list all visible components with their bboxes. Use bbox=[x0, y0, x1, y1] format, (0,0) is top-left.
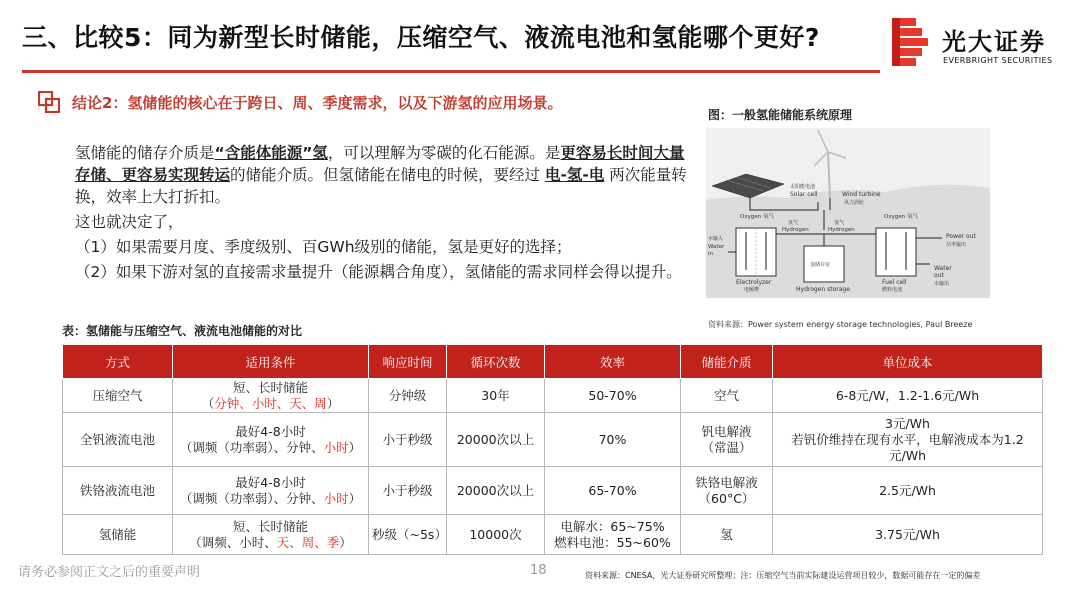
conditions-highlight: 分钟、小时、天、周 bbox=[214, 395, 327, 411]
conditions-text: （调频（功率弱）、分钟、 bbox=[179, 490, 324, 506]
cell-response-time: 分钟级 bbox=[369, 379, 447, 413]
body-text-segment: ，可以理解为零碳的化石能源。是 bbox=[327, 144, 561, 162]
page-number: 18 bbox=[530, 563, 547, 578]
body-text-segment: 两次能量转换，效率上大打折扣。 bbox=[75, 166, 687, 206]
body-paragraph-3: （1）如果需要月度、季度级别、百GWh级别的储能，氢是更好的选择； bbox=[75, 238, 572, 256]
emphasis-conversion: 电-氢-电 bbox=[544, 166, 605, 184]
oxygen-left-label: Oxygen 氧气 bbox=[740, 214, 774, 220]
cell-cycles: 30年 bbox=[447, 379, 545, 413]
table-source: 资料来源：CNESA，光大证券研究所整理；注：压缩空气当前实际建设运营项目较少，数据可能存在一定的偏差 bbox=[585, 571, 981, 580]
hydrogen-left-en: Hydrogen bbox=[782, 227, 809, 233]
electrolyzer-label-en: Electrolyzer bbox=[736, 279, 772, 286]
power-out-en: Power out bbox=[946, 233, 976, 240]
storage-label-en: Hydrogen storage bbox=[796, 286, 850, 293]
cell-unit-cost: 2.5元/Wh bbox=[773, 467, 1043, 515]
storage-label-cn: 氢储存室 bbox=[810, 262, 831, 268]
cell-conditions bbox=[173, 467, 369, 515]
cell-method: 全钒液流电池 bbox=[63, 413, 173, 467]
cell-conditions bbox=[173, 379, 369, 413]
water-out-en-1: Water bbox=[934, 265, 952, 272]
table-row bbox=[63, 413, 1043, 467]
header-response-time: 响应时间 bbox=[369, 345, 447, 379]
efficiency-line-1: 电解水：65~75% bbox=[560, 518, 665, 534]
cell-response-time: 秒级（~5s） bbox=[369, 515, 447, 555]
cell-efficiency: 70% bbox=[545, 413, 681, 467]
header-unit-cost: 单位成本 bbox=[773, 345, 1043, 379]
cell-unit-cost: 6-8元/W，1.2-1.6元/Wh bbox=[773, 379, 1043, 413]
header-method: 方式 bbox=[63, 345, 173, 379]
disclaimer-note: 请务必参阅正文之后的重要声明 bbox=[18, 565, 201, 580]
cell-conditions bbox=[173, 515, 369, 555]
water-out-en-2: out bbox=[934, 272, 944, 279]
conditions-line-2 bbox=[176, 396, 365, 412]
conditions-line-1: 短、长时储能 bbox=[232, 379, 308, 395]
conditions-line-2 bbox=[176, 491, 365, 507]
solar-label-en: Solar cell bbox=[790, 191, 818, 198]
cell-cycles: 20000次以上 bbox=[447, 467, 545, 515]
water-in-cn: 水输入 bbox=[708, 236, 724, 242]
medium-line-2: （60°C） bbox=[698, 490, 755, 506]
water-in-en-2: in bbox=[708, 251, 714, 257]
hydrogen-right-en: Hydrogen bbox=[828, 227, 855, 233]
hydrogen-left-cn: 氢气 bbox=[788, 220, 799, 226]
table-title: 表：氢储能与压缩空气、液流电池储能的对比 bbox=[62, 324, 303, 338]
electrolyzer-label-cn: 电解槽 bbox=[744, 287, 760, 293]
conclusion-bullet-icon bbox=[38, 91, 60, 113]
conclusion-heading: 结论2：氢储能的核心在于跨日、周、季度需求，以及下游氢的应用场景。 bbox=[72, 94, 563, 112]
header-efficiency: 效率 bbox=[545, 345, 681, 379]
conditions-highlight: 小时 bbox=[323, 490, 349, 506]
figure-source: 资料来源：Power system energy storage technologies, Paul Breeze bbox=[708, 320, 973, 329]
page-title: 三、比较5：同为新型长时储能，压缩空气、液流电池和氢能哪个更好? bbox=[22, 23, 820, 52]
cell-unit-cost bbox=[773, 413, 1043, 467]
cost-line-1: 3元/Wh bbox=[885, 415, 930, 431]
cell-medium bbox=[681, 467, 773, 515]
body-text bbox=[75, 142, 690, 286]
cell-efficiency: 50-70% bbox=[545, 379, 681, 413]
wind-label-cn: 风力涡轮 bbox=[844, 200, 865, 206]
cell-response-time: 小于秒级 bbox=[369, 467, 447, 515]
body-paragraph-2: 这也就决定了， bbox=[75, 213, 184, 231]
logo-name-cn: 光大证券 bbox=[942, 28, 1046, 56]
table-header-row bbox=[63, 345, 1043, 379]
conditions-line-1: 最好4-8小时 bbox=[235, 474, 306, 490]
body-text-segment: 的储能介质。但氢储能在储电的时候，要经过 bbox=[230, 166, 545, 184]
power-out-cn: 功率输出 bbox=[946, 242, 967, 248]
everbright-logo-icon bbox=[892, 18, 930, 68]
header-cycles: 循环次数 bbox=[447, 345, 545, 379]
conditions-text: ） bbox=[326, 395, 340, 411]
body-paragraph-1 bbox=[75, 142, 690, 208]
header-medium: 储能介质 bbox=[681, 345, 773, 379]
logo-name-en: EVERBRIGHT SECURITIES bbox=[943, 56, 1053, 65]
cell-response-time: 小于秒级 bbox=[369, 413, 447, 467]
conditions-line-1: 最好4-8小时 bbox=[235, 423, 306, 439]
conditions-text: （调频（功率弱）、分钟、 bbox=[179, 439, 324, 455]
cost-line-2: 若钒价维持在现有水平，电解液成本为1.2元/Wh bbox=[791, 431, 1024, 463]
cell-efficiency bbox=[545, 515, 681, 555]
fuel-cell-label-en: Fuel cell bbox=[882, 279, 907, 286]
cell-medium: 氢 bbox=[681, 515, 773, 555]
solar-label-cn: 太阳能电池 bbox=[790, 184, 816, 190]
water-out-cn: 水输出 bbox=[934, 281, 950, 287]
cell-conditions bbox=[173, 413, 369, 467]
table-row bbox=[63, 467, 1043, 515]
hydrogen-storage-diagram bbox=[706, 128, 990, 298]
company-logo bbox=[892, 16, 1068, 72]
conditions-text: ） bbox=[348, 490, 362, 506]
emphasis-storage-transport: 更容易长时间大量存储、更容易实现转运 bbox=[75, 144, 685, 184]
medium-line-1: 铁铬电解液 bbox=[695, 474, 758, 490]
conditions-text: ） bbox=[348, 439, 362, 455]
cell-cycles: 20000次以上 bbox=[447, 413, 545, 467]
oxygen-right-label: Oxygen 氧气 bbox=[884, 214, 918, 220]
table-row bbox=[63, 515, 1043, 555]
header-conditions: 适用条件 bbox=[173, 345, 369, 379]
cell-medium bbox=[681, 413, 773, 467]
conditions-text: （ bbox=[201, 395, 215, 411]
cell-medium: 空气 bbox=[681, 379, 773, 413]
cell-method: 铁铬液流电池 bbox=[63, 467, 173, 515]
cell-method: 氢储能 bbox=[63, 515, 173, 555]
title-divider bbox=[22, 70, 880, 73]
conditions-highlight: 小时 bbox=[323, 439, 349, 455]
cell-cycles: 10000次 bbox=[447, 515, 545, 555]
body-paragraph-4: （2）如果下游对氢的直接需求量提升（能源耦合角度），氢储能的需求同样会得以提升。 bbox=[75, 263, 682, 281]
medium-line-1: 钒电解液 bbox=[701, 423, 752, 439]
conditions-highlight: 天、周、季 bbox=[276, 534, 340, 550]
wind-label-en: Wind turbine bbox=[842, 191, 881, 198]
body-text-segment: 氢储能的储存介质是 bbox=[75, 144, 215, 162]
conditions-line-2 bbox=[176, 440, 365, 456]
table-row bbox=[63, 379, 1043, 413]
cell-unit-cost: 3.75元/Wh bbox=[773, 515, 1043, 555]
conditions-line-1: 短、长时储能 bbox=[232, 518, 308, 534]
medium-line-2: （常温） bbox=[701, 439, 752, 455]
water-in-en-1: Water bbox=[708, 244, 725, 250]
figure-title: 图：一般氢能储能系统原理 bbox=[708, 108, 853, 122]
conditions-line-2 bbox=[176, 535, 365, 551]
comparison-table bbox=[62, 344, 1043, 555]
fuel-cell-label-cn: 燃料电池 bbox=[882, 287, 903, 293]
hydrogen-right-cn: 氢气 bbox=[834, 220, 845, 226]
emphasis-energy-carrier: “含能体能源”氢 bbox=[214, 144, 328, 162]
cell-efficiency: 65-70% bbox=[545, 467, 681, 515]
conditions-text: ） bbox=[339, 534, 352, 550]
efficiency-line-2: 燃料电池：55~60% bbox=[554, 534, 671, 550]
conditions-text: （调频、小时、 bbox=[189, 534, 277, 550]
cell-method: 压缩空气 bbox=[63, 379, 173, 413]
